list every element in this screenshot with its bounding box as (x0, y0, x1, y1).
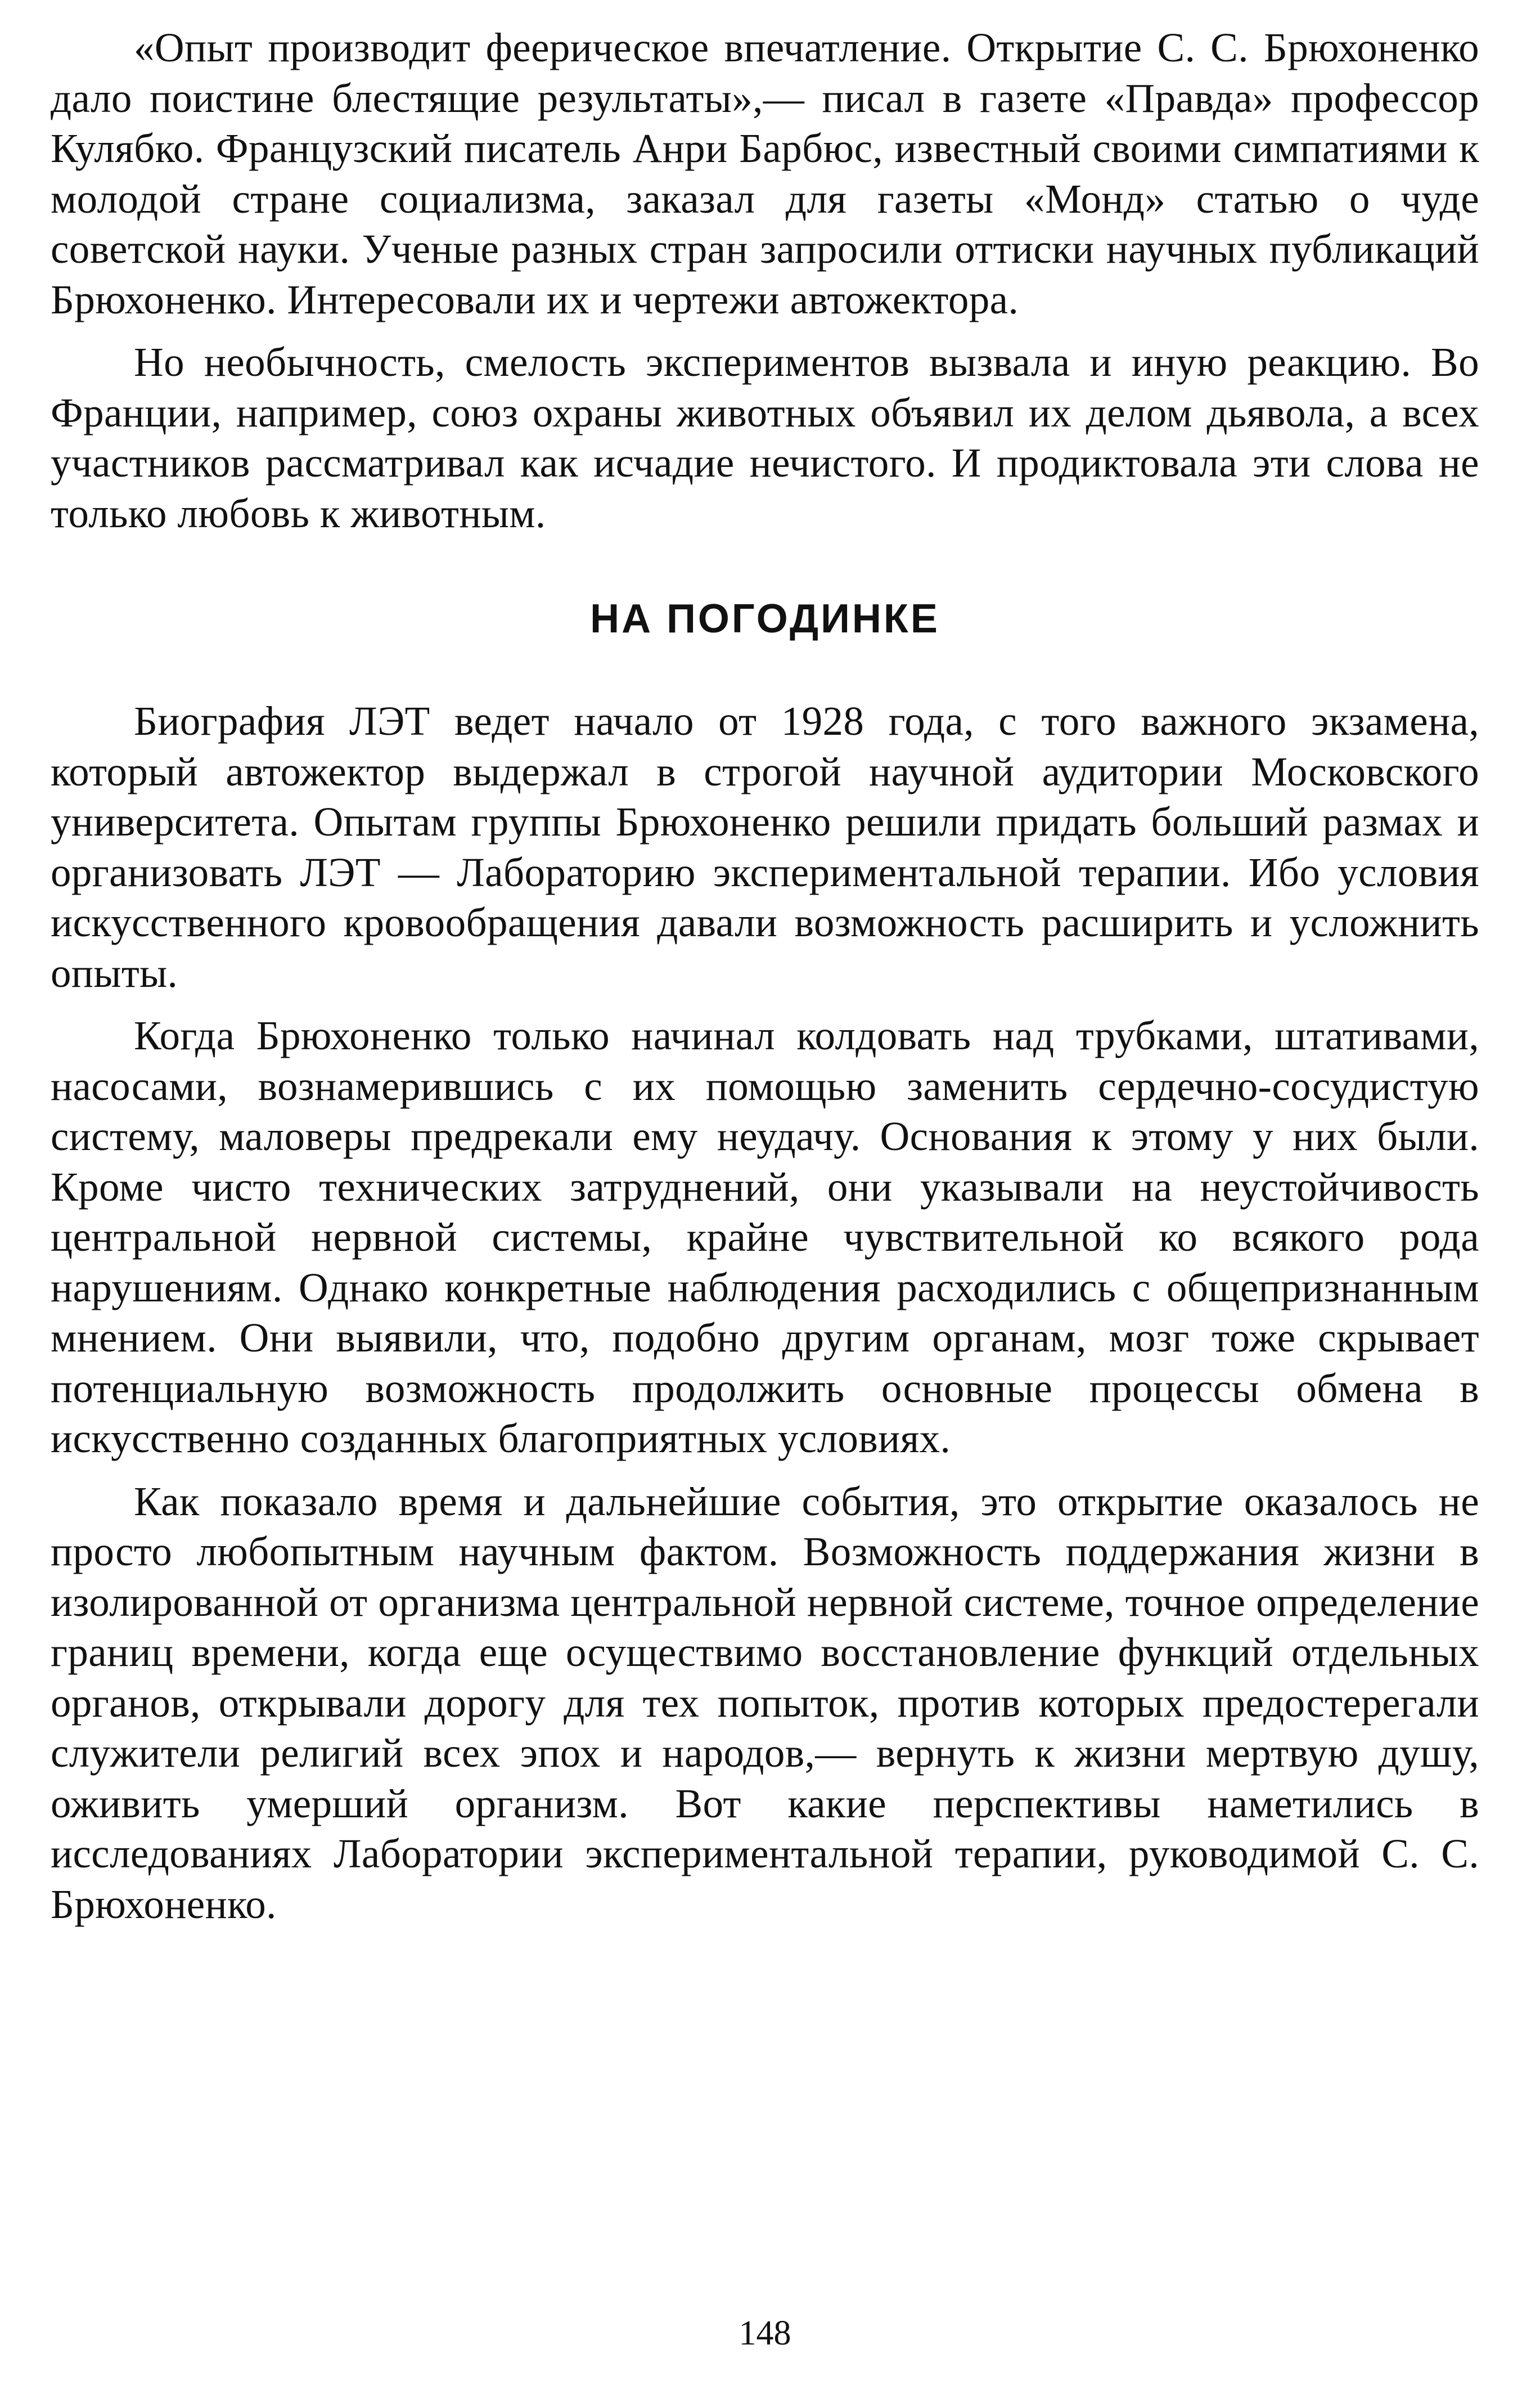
paragraph-3: Биография ЛЭТ ведет начало от 1928 года, с того важного экзамена, который автожектор выдержал в строгой научной аудитории Московского университета. Опытам группы Брюхоненко решили придать больший размах и организовать ЛЭТ — Лабораторию экспериментальной терапии. Ибо условия искусственного кровообращения давали возможность расширить и усложнить опыты. (51, 698, 1479, 996)
paragraph-5: Как показало время и дальнейшие события, это открытие оказалось не просто любопытным научным фактом. Возможность поддержания жизни в изолированной от организма центральной нервной системе, точное определение границ времени, когда еще осуществимо восстановление функций отдельных органов, открывали дорогу для тех попыток, против которых предостерегали служители религий всех эпох и народов,— вернуть к жизни мертвую душу, оживить умерший организм. Вот какие перспективы наметились в исследованиях Лаборатории экспериментальной терапии, руководимой С. С. Брюхоненко. (51, 1478, 1479, 1927)
section-heading: НА ПОГОДИНКЕ (590, 596, 940, 641)
paragraph-1: «Опыт производит феерическое впечатление. Открытие С. С. Брюхоненко дало поистине блестящие результаты»,— писал в газете «Правда» профессор Кулябко. Французский писатель Анри Барбюс, известный своими симпатиями к молодой стране социализма, заказал для газеты «Монд» статью о чуде советской науки. Ученые разных стран запросили оттиски научных публикаций Брюхоненко. Интересовали их и чертежи автожектора. (51, 25, 1479, 322)
paragraph-2: Но необычность, смелость экспериментов вызвала и иную реакцию. Во Франции, например, союз охраны животных объявил их делом дьявола, а всех участников рассматривал как исчадие нечистого. И продиктовала эти слова не только любовь к животным. (51, 339, 1479, 536)
paragraph-4: Когда Брюхоненко только начинал колдовать над трубками, штативами, насосами, вознамерившись с их помощью заменить сердечно-сосудистую систему, маловеры предрекали ему неудачу. Основания к этому у них были. Кроме чисто технических затруднений, они указывали на неустойчивость центральной нервной системы, крайне чувствительной ко всякого рода нарушениям. Однако конкретные наблюдения расходились с общепризнанным мнением. Они выявили, что, подобно другим органам, мозг тоже скрывает потенциальную возможность продолжить основные процессы обмена в искусственно созданных благоприятных условиях. (51, 1013, 1479, 1461)
page-number: 148 (739, 2314, 791, 2352)
book-page (51, 23, 1479, 2369)
